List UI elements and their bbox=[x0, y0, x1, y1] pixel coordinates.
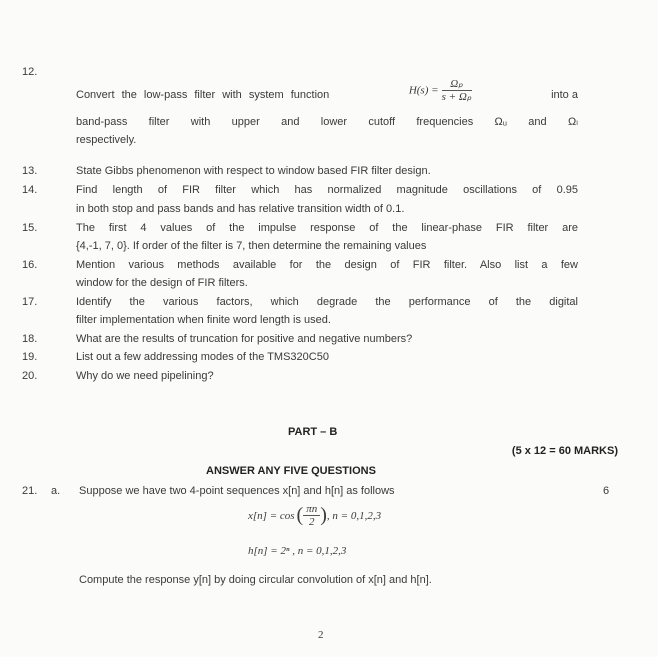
equation-fraction bbox=[303, 503, 320, 528]
question-text: Identify the various factors, which degrade the performance of the digital bbox=[76, 296, 578, 308]
question-text: Find length of FIR filter which has normalized magnitude oscillations of 0.95 bbox=[76, 184, 578, 196]
denominator: 2 bbox=[308, 516, 315, 528]
question-text: List out a few addressing modes of the TMS320C50 bbox=[76, 351, 329, 363]
question-text: State Gibbs phenomenon with respect to window based FIR filter design. bbox=[76, 165, 431, 177]
sub-question-label: a. bbox=[51, 485, 61, 497]
question-text: Convert the low-pass filter with system function bbox=[76, 88, 330, 101]
question-number: 14. bbox=[22, 184, 38, 196]
question-number: 18. bbox=[22, 333, 38, 345]
question-text: Compute the response y[n] by doing circular convolution of x[n] and h[n]. bbox=[79, 574, 432, 586]
question-text: The first 4 values of the impulse response of the linear-phase FIR filter are bbox=[76, 222, 578, 234]
question-text: What are the results of truncation for positive and negative numbers? bbox=[76, 333, 413, 345]
question-text: {4,-1, 7, 0}. If order of the filter is 7, then determine the remaining values bbox=[76, 240, 427, 252]
equation-h: h[n] = 2ⁿ , n = 0,1,2,3 bbox=[248, 545, 347, 557]
question-text: in both stop and pass bands and has relative transition width of 0.1. bbox=[76, 203, 405, 215]
question-text: filter implementation when finite word length is used. bbox=[76, 314, 331, 326]
part-b-heading: PART – B bbox=[288, 426, 338, 438]
part-b-instruction: ANSWER ANY FIVE QUESTIONS bbox=[206, 465, 376, 477]
question-number: 12. bbox=[22, 66, 38, 78]
question-text: respectively. bbox=[76, 134, 137, 146]
question-number: 15. bbox=[22, 222, 38, 234]
paren-open: ( bbox=[296, 504, 304, 526]
question-text: Mention various methods available for the design of FIR filter. Also list a few bbox=[76, 259, 578, 271]
equation-x bbox=[248, 503, 381, 528]
question-12-line-1 bbox=[76, 78, 578, 103]
numerator: Ωₚ bbox=[442, 78, 472, 91]
question-text: Suppose we have two 4-point sequences x[n] and h[n] as follows bbox=[79, 485, 395, 497]
question-number: 13. bbox=[22, 165, 38, 177]
page-number: 2 bbox=[318, 629, 324, 641]
question-text: band-pass filter with upper and lower cutoff frequencies Ωᵤ and Ωₗ bbox=[76, 116, 578, 128]
equation-lhs: x[n] = cos bbox=[248, 509, 295, 522]
question-number: 21. bbox=[22, 485, 38, 497]
question-text: window for the design of FIR filters. bbox=[76, 277, 248, 289]
equation-rhs: , n = 0,1,2,3 bbox=[326, 509, 382, 522]
question-text: into a bbox=[551, 88, 578, 101]
paren-close: ) bbox=[320, 504, 327, 526]
formula-fraction bbox=[442, 78, 472, 103]
numerator: πn bbox=[303, 503, 320, 516]
question-number: 16. bbox=[22, 259, 38, 271]
question-text: Why do we need pipelining? bbox=[76, 370, 214, 382]
formula-lhs: H(s) = bbox=[408, 84, 439, 97]
part-b-marks: (5 x 12 = 60 MARKS) bbox=[511, 445, 618, 457]
denominator: s + Ωₚ bbox=[441, 91, 472, 103]
question-number: 17. bbox=[22, 296, 38, 308]
question-marks: 6 bbox=[603, 485, 610, 497]
transfer-function-formula bbox=[409, 78, 472, 103]
question-number: 19. bbox=[22, 351, 38, 363]
question-number: 20. bbox=[22, 370, 38, 382]
